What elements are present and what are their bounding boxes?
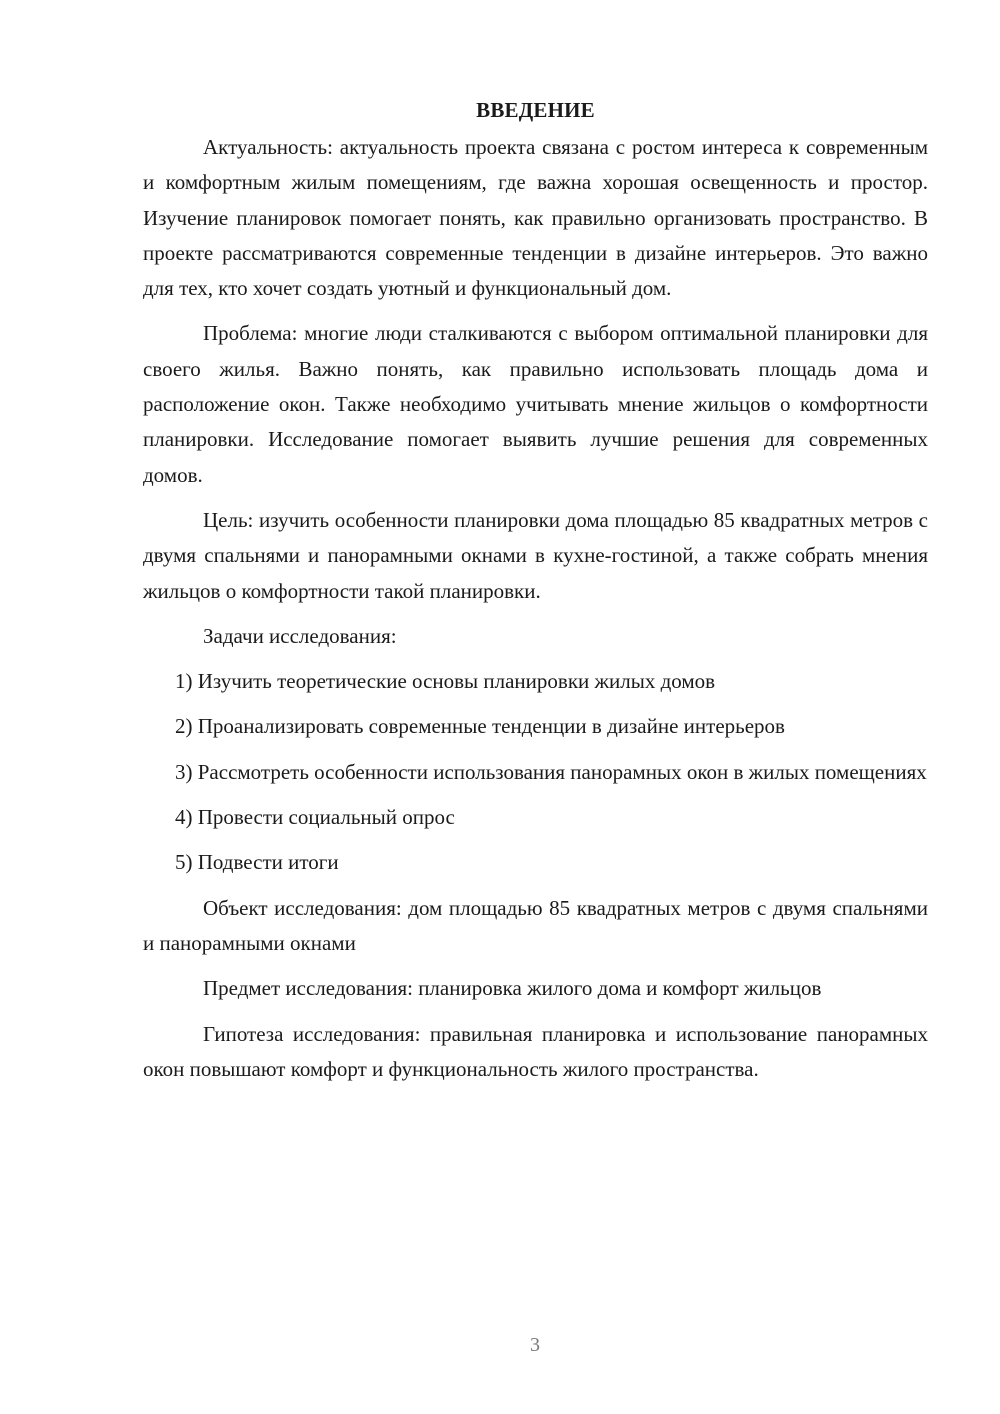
task-item-2: 2) Проанализировать современные тенденции в дизайне интерьеров <box>175 714 785 739</box>
task-item-1: 1) Изучить теоретические основы планировки жилых домов <box>175 669 716 694</box>
page-content <box>143 92 928 1087</box>
hypothesis-paragraph: Гипотеза исследования: правильная планировка и использование панорамных окон повышают комфорт и функциональность жилого пространства. <box>143 1021 928 1081</box>
goal-paragraph: Цель: изучить особенности планировки дома площадью 85 квадратных метров с двумя спальнями и панорамными окнами в кухне-гостиной, а также собрать мнения жильцов о комфортности такой планировки. <box>143 507 928 603</box>
task-item-4: 4) Провести социальный опрос <box>175 805 455 830</box>
task-item-5: 5) Подвести итоги <box>175 850 339 875</box>
problem-paragraph: Проблема: многие люди сталкиваются с выбором оптимальной планировки для своего жилья. Важно понять, как правильно использовать площадь дома и расположение окон. Также необходимо учитывать мнение жильцов о комфортности планировки. Исследование помогает выявить лучшие решения для современных домов. <box>143 321 928 487</box>
page-heading: ВВЕДЕНИЕ <box>476 98 595 122</box>
subject-paragraph: Предмет исследования: планировка жилого дома и комфорт жильцов <box>203 976 822 1001</box>
object-paragraph: Объект исследования: дом площадью 85 квадратных метров с двумя спальнями и панорамными окнами <box>143 895 928 955</box>
task-item-3: 3) Рассмотреть особенности использования панорамных окон в жилых помещениях <box>175 759 927 784</box>
tasks-title: Задачи исследования: <box>203 623 397 648</box>
page-number: 3 <box>530 1334 540 1356</box>
relevance-paragraph: Актуальность: актуальность проекта связана с ростом интереса к современным и комфортным жилым помещениям, где важна хорошая освещенность и простор. Изучение планировок помогает понять, как правильно организовать пространство. В проекте рассматриваются современные тенденции в дизайне интерьеров. Это важно для тех, кто хочет создать уютный и функциональный дом. <box>143 135 928 301</box>
tasks-list <box>143 664 928 880</box>
